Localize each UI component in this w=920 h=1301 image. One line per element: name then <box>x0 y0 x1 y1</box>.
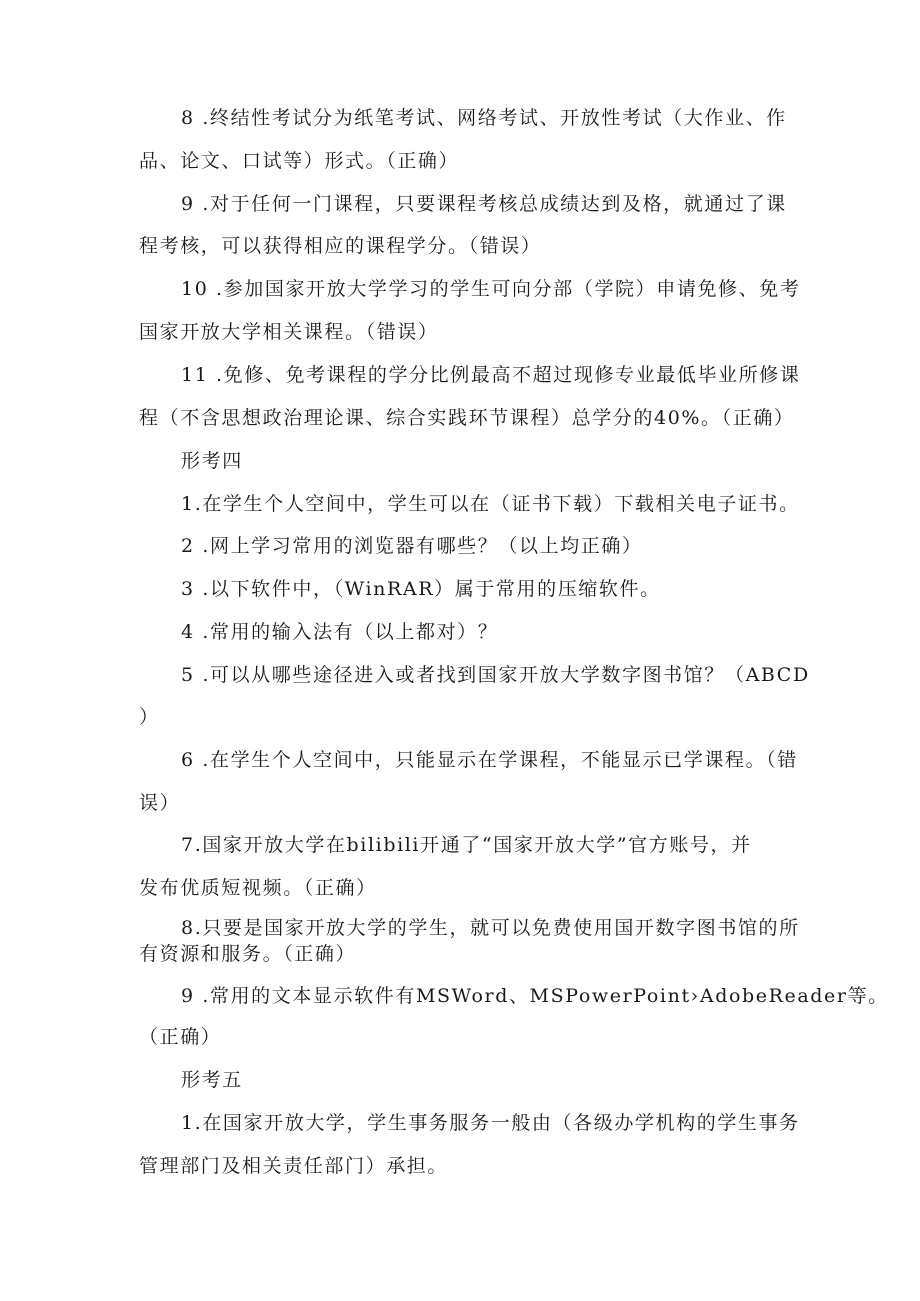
item-line: 发布优质短视频。（正确） <box>139 877 377 899</box>
item-line: 管理部门及相关责任部门）承担。 <box>139 1155 449 1177</box>
item-line: 8 .终结性考试分为纸笔考试、网络考试、开放性考试（大作业、作 <box>181 107 787 129</box>
item-line: 1.在学生个人空间中，学生可以在（证书下载）下载相关电子证书。 <box>181 493 800 515</box>
item-line: 程考核，可以获得相应的课程学分。（错误） <box>139 235 542 257</box>
item-line: 1.在国家开放大学，学生事务服务一般由（各级办学机构的学生事务 <box>181 1112 800 1134</box>
item-line: 3 .以下软件中，（WinRAR）属于常用的压缩软件。 <box>181 578 661 600</box>
item-line: （正确） <box>139 1026 222 1048</box>
item-line: 7.国家开放大学在bilibili开通了“国家开放大学”官方账号，并 <box>181 834 752 856</box>
item-line: 2 .网上学习常用的浏览器有哪些？（以上均正确） <box>181 535 643 557</box>
item-line: 11 .免修、免考课程的学分比例最高不超过现修专业最低毕业所修课 <box>181 364 801 386</box>
item-line: 误） <box>139 792 181 814</box>
item-line: 国家开放大学相关课程。（错误） <box>139 321 439 343</box>
item-line: 9 .对于任何一门课程，只要课程考核总成绩达到及格，就通过了课 <box>181 193 787 215</box>
item-line: ） <box>139 706 160 728</box>
item-line: 9 .常用的文本显示软件有MSWord、MSPowerPoint›AdobeReader等。 <box>181 985 889 1007</box>
item-line: 10 .参加国家开放大学学习的学生可向分部（学院）申请免修、免考 <box>181 278 801 300</box>
item-line: 程（不含思想政治理论课、综合实践环节课程）总学分的40%。（正确） <box>139 407 795 429</box>
item-line: 8.只要是国家开放大学的学生，就可以免费使用国开数字图书馆的所 <box>181 917 800 939</box>
item-line: 有资源和服务。（正确） <box>139 943 357 965</box>
item-line: 4 .常用的输入法有（以上都对）？ <box>181 621 499 643</box>
item-line: 5 .可以从哪些途径进入或者找到国家开放大学数字图书馆？（ABCD <box>181 664 810 686</box>
item-line: 品、论文、口试等）形式。（正确） <box>139 150 460 172</box>
section-heading: 形考四 <box>181 450 243 472</box>
item-line: 6 .在学生个人空间中，只能显示在学课程，不能显示已学课程。（错 <box>181 749 798 771</box>
section-heading: 形考五 <box>181 1069 243 1091</box>
